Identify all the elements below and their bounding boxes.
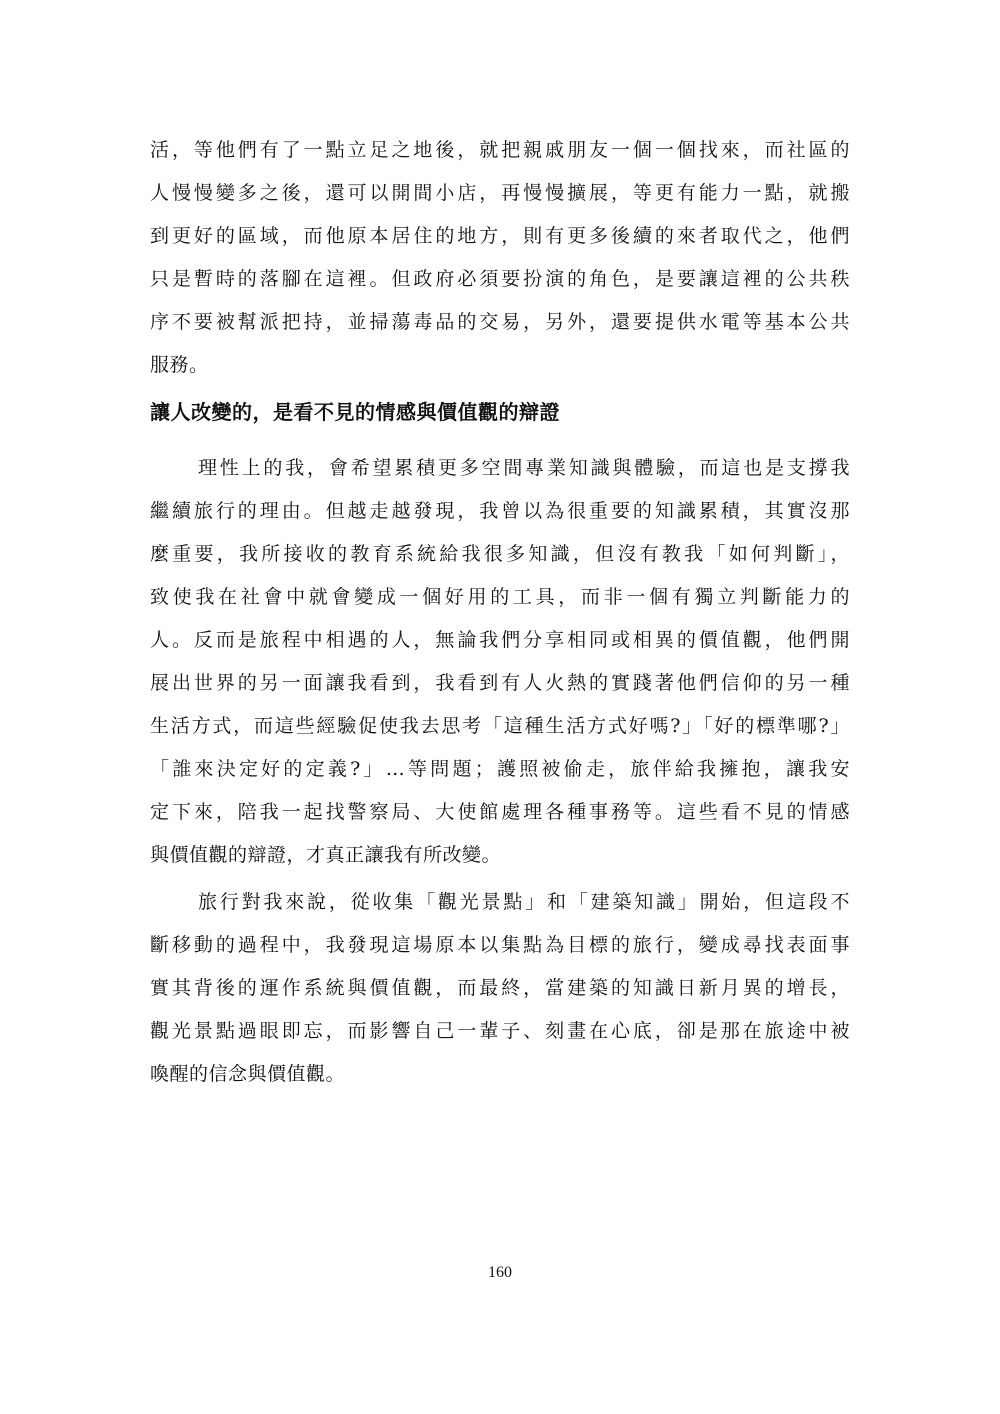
paragraph-line: 展出世界的另一面讓我看到，我看到有人火熱的實踐著他們信仰的另一種	[150, 672, 850, 694]
section-heading: 讓人改變的，是看不見的情感與價值觀的辯證	[150, 400, 560, 424]
paragraph-line: 只是暫時的落腳在這裡。但政府必須要扮演的角色，是要讓這裡的公共秩	[150, 268, 850, 290]
paragraph-line: 斷移動的過程中，我發現這場原本以集點為目標的旅行，變成尋找表面事	[150, 934, 850, 956]
paragraph-line: 理性上的我，會希望累積更多空間專業知識與體驗，而這也是支撐我	[198, 457, 850, 479]
paragraph-line: 生活方式，而這些經驗促使我去思考「這種生活方式好嗎?」「好的標準哪?」	[150, 715, 850, 737]
paragraph-line: 觀光景點過眼即忘，而影響自己一輩子、刻畫在心底，卻是那在旅途中被	[150, 1020, 850, 1042]
paragraph-line: 序不要被幫派把持，並掃蕩毒品的交易，另外，還要提供水電等基本公共	[150, 311, 850, 333]
paragraph-line: 「誰來決定好的定義?」…等問題；護照被偷走，旅伴給我擁抱，讓我安	[150, 758, 850, 780]
paragraph-line: 到更好的區域，而他原本居住的地方，則有更多後續的來者取代之，他們	[150, 225, 850, 247]
paragraph-line: 喚醒的信念與價值觀。	[150, 1063, 346, 1085]
paragraph-line: 旅行對我來說，從收集「觀光景點」和「建築知識」開始，但這段不	[198, 891, 850, 913]
paragraph-line: 與價值觀的辯證，才真正讓我有所改變。	[150, 844, 502, 866]
page-number: 160	[488, 1264, 512, 1281]
paragraph-line: 定下來，陪我一起找警察局、大使館處理各種事務等。這些看不見的情感	[150, 801, 850, 823]
paragraph-line: 麼重要，我所接收的教育系統給我很多知識，但沒有教我「如何判斷」，	[150, 543, 850, 565]
paragraph-line: 致使我在社會中就會變成一個好用的工具，而非一個有獨立判斷能力的	[150, 586, 850, 608]
paragraph-line: 人慢慢變多之後，還可以開間小店，再慢慢擴展，等更有能力一點，就搬	[150, 182, 850, 204]
paragraph-line: 人。反而是旅程中相遇的人，無論我們分享相同或相異的價值觀，他們開	[150, 629, 850, 651]
paragraph-line: 服務。	[150, 354, 209, 376]
paragraph-line: 繼續旅行的理由。但越走越發現，我曾以為很重要的知識累積，其實沒那	[150, 500, 850, 522]
paragraph-line: 實其背後的運作系統與價值觀，而最終，當建築的知識日新月異的增長，	[150, 977, 850, 999]
paragraph-line: 活，等他們有了一點立足之地後，就把親戚朋友一個一個找來，而社區的	[150, 139, 850, 161]
